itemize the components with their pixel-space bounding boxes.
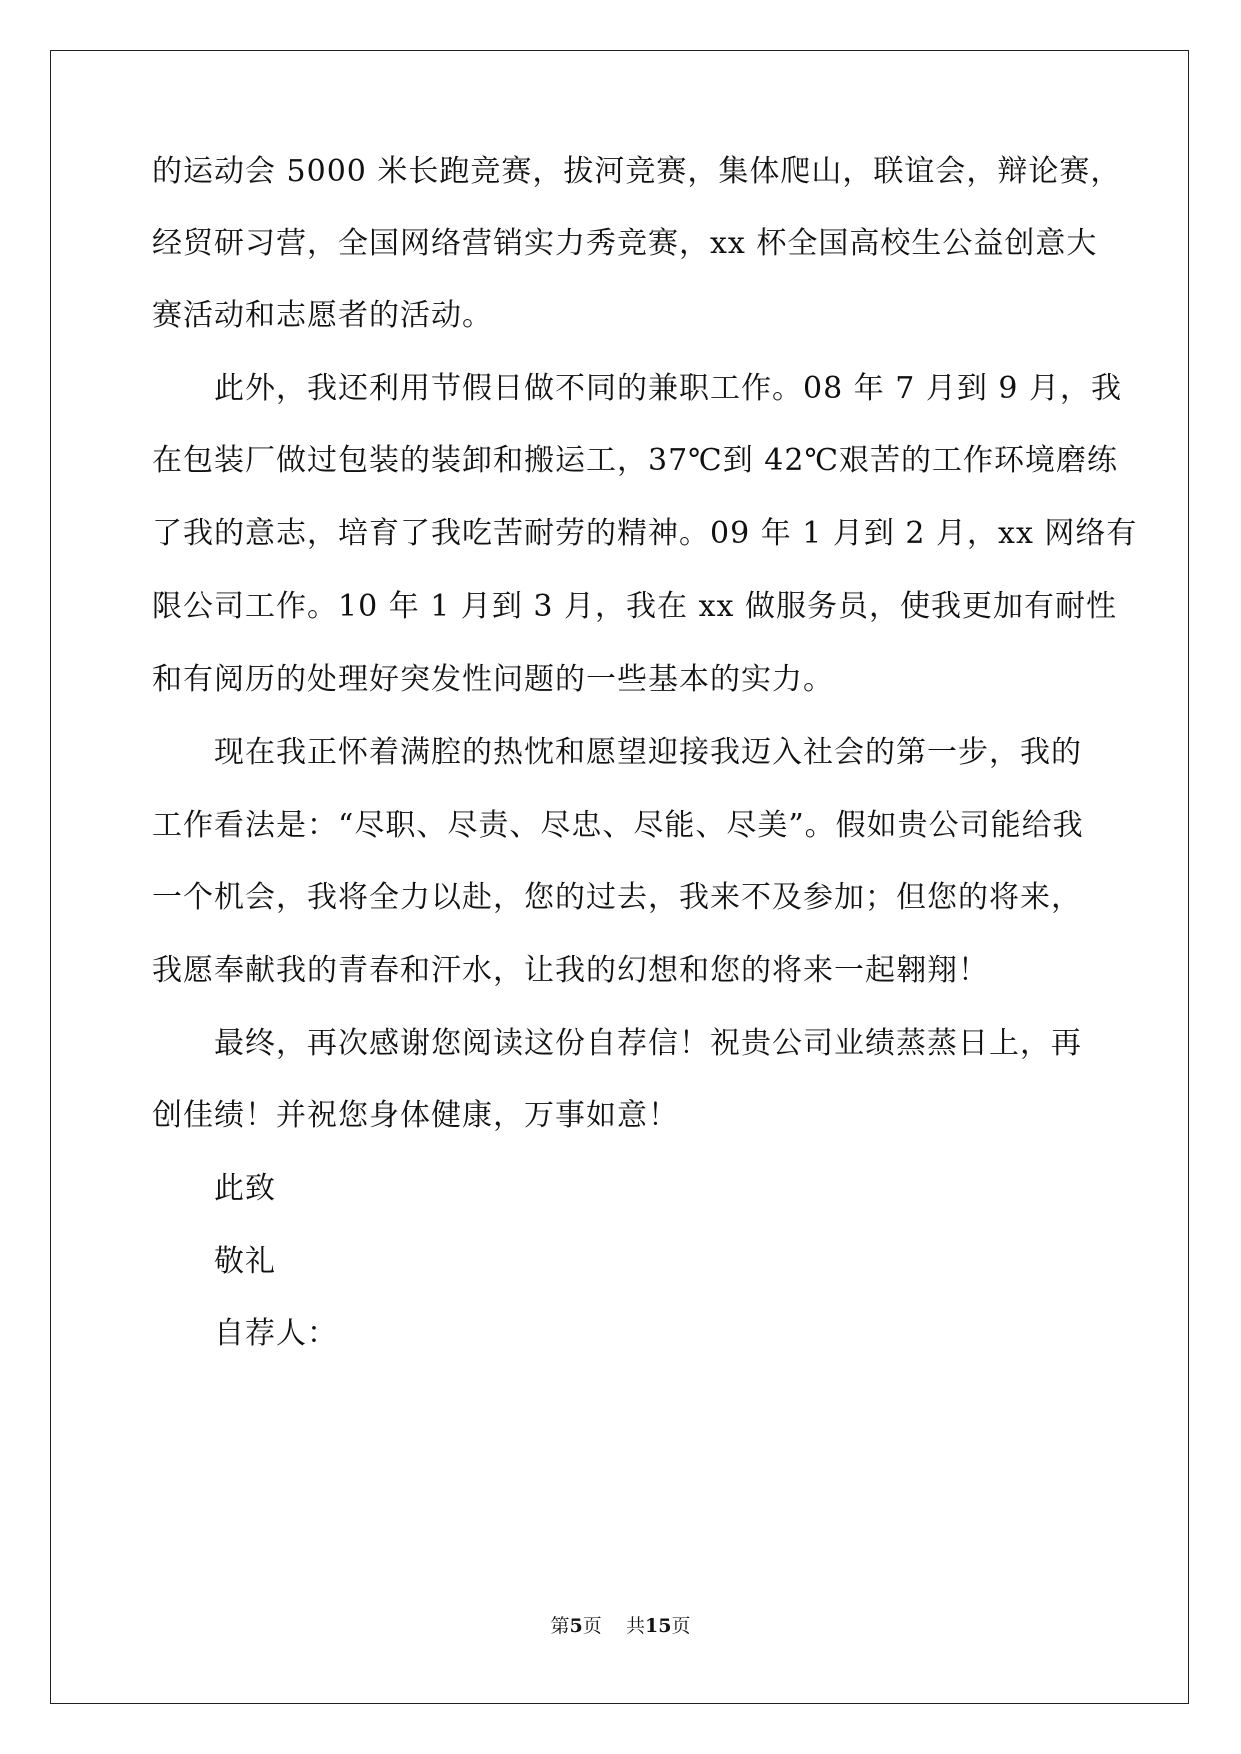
- total-suffix: 页: [671, 1615, 691, 1637]
- text-line: 赛活动和志愿者的活动。: [152, 298, 493, 333]
- page-number: 5: [569, 1615, 583, 1637]
- text-line: 经贸研习营，全国网络营销实力秀竞赛，xx 杯全国高校生公益创意大: [152, 226, 1098, 261]
- page-prefix: 第: [550, 1615, 570, 1637]
- text-line: 最终，再次感谢您阅读这份自荐信！祝贵公司业绩蒸蒸日上，再: [214, 1026, 1082, 1061]
- page-suffix: 页: [582, 1615, 602, 1637]
- text-line: 的运动会 5000 米长跑竞赛，拔河竞赛，集体爬山，联谊会，辩论赛，: [152, 154, 1122, 189]
- closing-salutation: 此致: [214, 1171, 276, 1206]
- total-prefix: 共: [625, 1615, 645, 1637]
- page-footer: [0, 1614, 1241, 1638]
- closing-regards: 敬礼: [214, 1244, 276, 1279]
- text-line: 创佳绩！并祝您身体健康，万事如意！: [152, 1098, 679, 1133]
- text-line: 我愿奉献我的青春和汗水，让我的幻想和您的将来一起翱翔！: [152, 953, 989, 988]
- text-line: 限公司工作。10 年 1 月到 3 月，我在 xx 做服务员，使我更加有耐性: [152, 589, 1117, 624]
- signature-label: 自荐人：: [214, 1316, 338, 1351]
- text-line: 一个机会，我将全力以赴，您的过去，我来不及参加；但您的将来，: [152, 880, 1082, 915]
- text-line: 现在我正怀着满腔的热忱和愿望迎接我迈入社会的第一步，我的: [214, 735, 1082, 770]
- total-pages: 15: [644, 1615, 672, 1637]
- text-line: 在包装厂做过包装的装卸和搬运工，37℃到 42℃艰苦的工作环境磨练: [152, 443, 1119, 478]
- text-line: 了我的意志，培育了我吃苦耐劳的精神。09 年 1 月到 2 月，xx 网络有: [152, 516, 1138, 551]
- text-line: 工作看法是：“尽职、尽责、尽忠、尽能、尽美”。假如贵公司能给我: [152, 808, 1084, 843]
- text-line: 此外，我还利用节假日做不同的兼职工作。08 年 7 月到 9 月，我: [214, 371, 1123, 406]
- text-line: 和有阅历的处理好突发性问题的一些基本的实力。: [152, 662, 834, 697]
